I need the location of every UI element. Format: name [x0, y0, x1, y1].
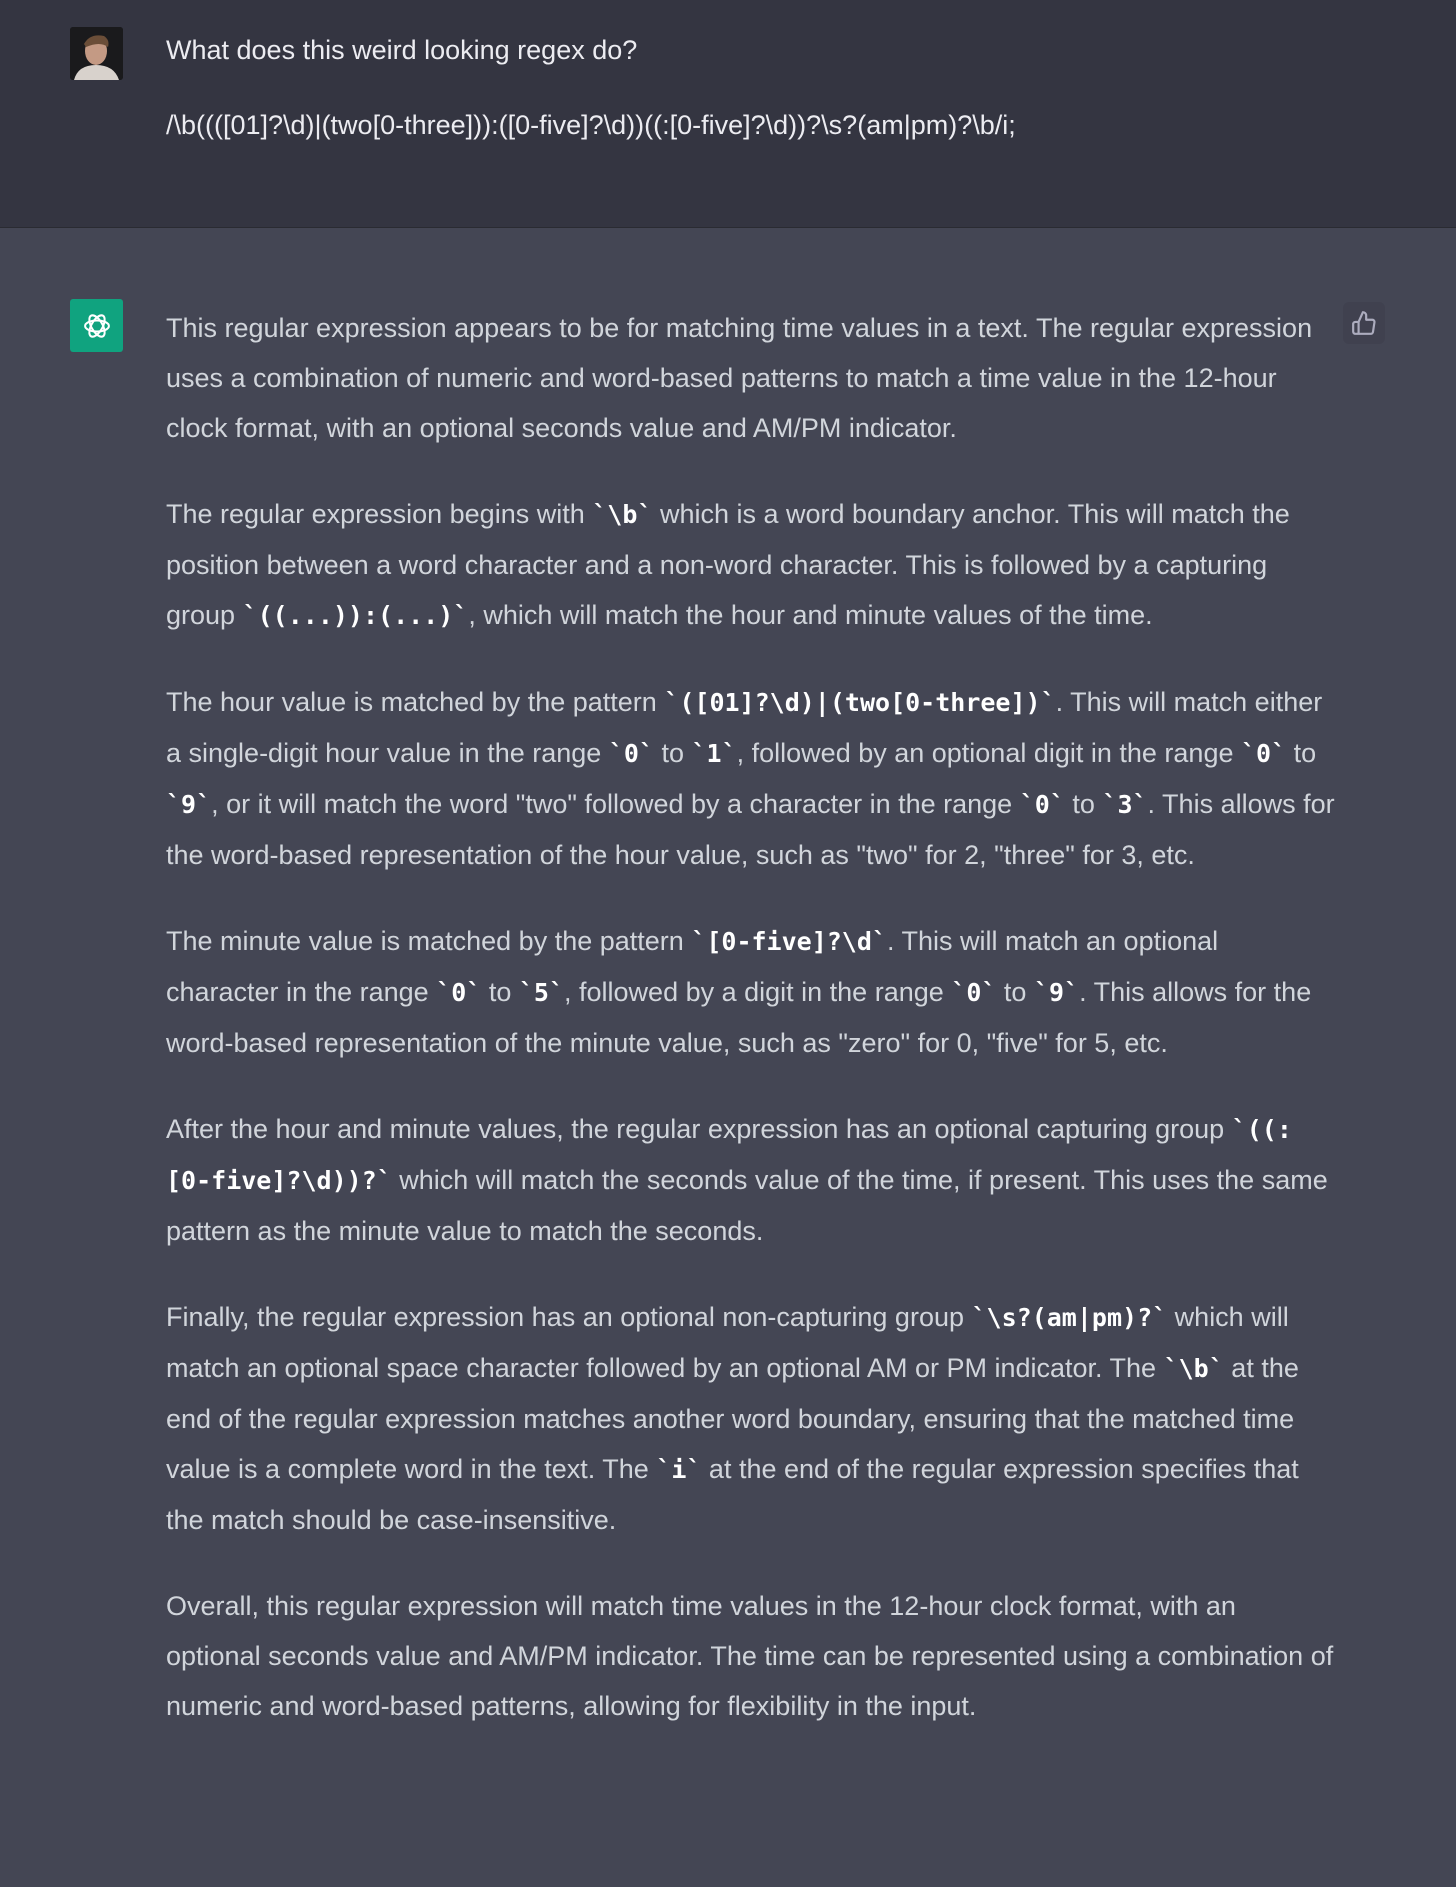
answer-text: which will match an optional space character followed by an optional AM or PM indicator. The — [166, 1302, 1289, 1383]
user-message-text — [166, 30, 1326, 145]
user-regex: /\b((([01]?\d)|(two[0-three])):([0-five]?\d))((:[0-five]?\d))?\s?(am|pm)?\b/i; — [166, 110, 1016, 140]
inline-code: `0` — [1240, 739, 1287, 768]
inline-code: `0` — [1019, 790, 1065, 819]
answer-text: , which will match the hour and minute values of the time. — [468, 600, 1153, 630]
answer-text: which is a word boundary anchor. This will match the position between a word character and a non-word character. This is followed by a capturing group — [166, 499, 1290, 630]
answer-text: After the hour and minute values, the regular expression has an optional capturing group — [166, 1114, 1232, 1144]
user-message — [0, 0, 1456, 228]
thumbs-up-icon — [1351, 310, 1377, 336]
answer-paragraph — [166, 489, 1336, 641]
answer-text: to — [1064, 789, 1103, 819]
inline-code: `[0-five]?\d` — [691, 927, 887, 956]
thumbs-up-button[interactable] — [1343, 302, 1385, 344]
answer-paragraph — [166, 1104, 1336, 1256]
answer-text: This regular expression appears to be for matching time values in a text. The regular expression uses a combination of numeric and word-based patterns to match a time value in the 12-hour clock format, with an optional seconds value and AM/PM indicator. — [166, 313, 1313, 443]
answer-text: . This allows for the word-based representation of the minute value, such as "zero" for 0, "five" for 5, etc. — [166, 977, 1312, 1058]
user-avatar — [70, 27, 123, 80]
answer-paragraph — [166, 303, 1336, 453]
inline-code: `([01]?\d)|(two[0-three])` — [664, 688, 1056, 717]
assistant-message — [0, 228, 1456, 1887]
inline-code: `((...)):(...)` — [242, 601, 469, 630]
inline-code: `i` — [656, 1455, 702, 1484]
answer-paragraph — [166, 1581, 1336, 1731]
answer-text: . This will match either a single-digit hour value in the range — [166, 687, 1323, 768]
inline-code: `\s?(am|pm)?` — [971, 1303, 1168, 1332]
assistant-avatar — [70, 299, 123, 352]
answer-text: . This will match an optional character in the range — [166, 926, 1219, 1007]
answer-text: at the end of the regular expression matches another word boundary, ensuring that the matched time value is a complete word in the text. The — [166, 1353, 1299, 1484]
answer-text: , followed by an optional digit in the range — [736, 738, 1241, 768]
user-question: What does this weird looking regex do? — [166, 35, 638, 65]
inline-code: `9` — [166, 790, 212, 819]
inline-code: `0` — [951, 978, 997, 1007]
answer-text: The hour value is matched by the pattern — [166, 687, 665, 717]
answer-text: at the end of the regular expression specifies that the match should be case-insensitive. — [166, 1454, 1299, 1535]
answer-text: Overall, this regular expression will match time values in the 12-hour clock format, with an optional seconds value and AM/PM indicator. The time can be represented using a combination of numeric and word-based patterns, allowing for flexibility in the input. — [166, 1591, 1334, 1721]
answer-text: The minute value is matched by the pattern — [166, 926, 692, 956]
inline-code: `5` — [518, 978, 565, 1007]
answer-text: The regular expression begins with — [166, 499, 593, 529]
inline-code: `1` — [691, 739, 737, 768]
inline-code: `9` — [1033, 978, 1080, 1007]
openai-logo-icon — [80, 309, 114, 343]
user-avatar-photo — [70, 27, 123, 80]
answer-text: to — [653, 738, 692, 768]
inline-code: `((:[0-five]?\d))?` — [166, 1115, 1292, 1195]
answer-text: Finally, the regular expression has an optional non-capturing group — [166, 1302, 972, 1332]
assistant-answer — [166, 303, 1336, 1767]
inline-code: `\b` — [1163, 1354, 1224, 1383]
inline-code: `\b` — [592, 500, 653, 529]
answer-text: to — [996, 977, 1034, 1007]
answer-text: , or it will match the word "two" followed by a character in the range — [211, 789, 1020, 819]
answer-paragraph — [166, 916, 1336, 1068]
inline-code: `0` — [436, 978, 482, 1007]
answer-text: to — [481, 977, 519, 1007]
answer-text: to — [1286, 738, 1317, 768]
answer-text: . This allows for the word-based representation of the hour value, such as "two" for 2, "three" for 3, etc. — [166, 789, 1335, 870]
answer-text: which will match the seconds value of the time, if present. This uses the same pattern as the minute value to match the seconds. — [166, 1165, 1328, 1246]
answer-paragraph — [166, 1292, 1336, 1545]
answer-paragraph — [166, 677, 1336, 880]
answer-text: , followed by a digit in the range — [564, 977, 952, 1007]
inline-code: `0` — [608, 739, 654, 768]
inline-code: `3` — [1102, 790, 1148, 819]
